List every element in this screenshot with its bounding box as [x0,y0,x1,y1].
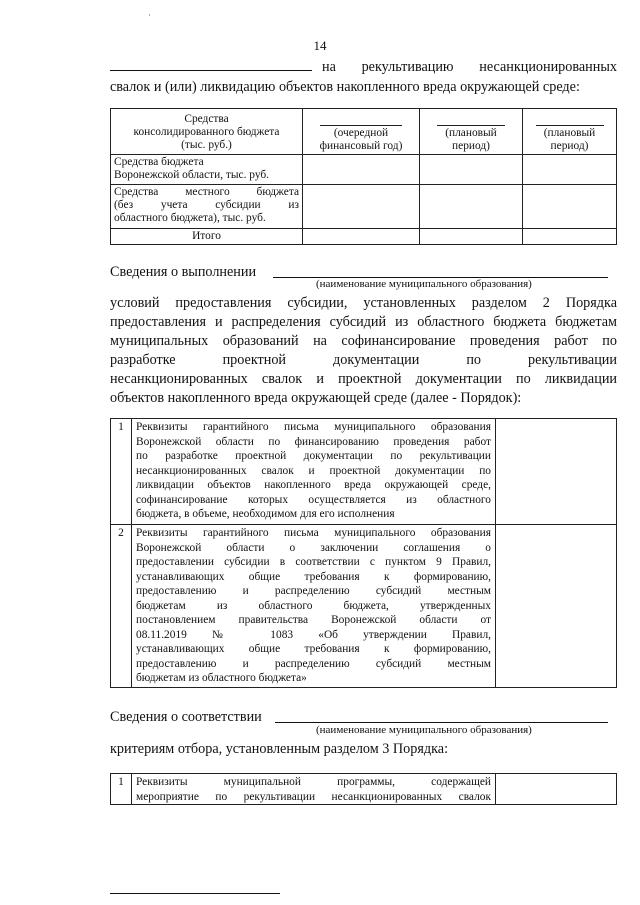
criteria-row-text: Реквизиты муниципальной программы, содержащей мероприятие по рекультивации несанкционированных свалок [132,774,496,805]
page-number: 14 [313,38,327,53]
budget-table-head-current-year: (очередной финансовый год) [303,109,420,155]
scan-mark: · [148,10,151,20]
budget-table-head-plan-1: (плановый период) [420,109,523,155]
budget-cell [303,185,420,229]
intro-line-2: свалок и (или) ликвидацию объектов накопленного вреда окружающей среде: [110,79,580,95]
budget-table-head-sources: Средства консолидированного бюджета (тыс. руб.) [111,109,303,155]
section1-line: разработке проектной документации по рекультивации [110,352,617,368]
requirements-table [110,418,617,688]
budget-table-head-plan-2: (плановый период) [523,109,617,155]
budget-row-local: Средства местного бюджета (без учета субсидии из областного бюджета), тыс. руб. [111,185,303,229]
fill-in-line [275,722,608,723]
req-row-number: 2 [111,525,132,688]
criteria-row-value [496,774,617,805]
budget-cell [420,155,523,185]
budget-cell [420,185,523,229]
section1-line: несанкционированных свалок и проектной документации по ликвидации [110,371,617,387]
req-row-value [496,525,617,688]
section1-caption: (наименование муниципального образования) [316,278,532,290]
section1-line: объектов накопленного вреда окружающей среде (далее - Порядок): [110,390,522,406]
fill-in-line [110,70,312,71]
budget-cell [303,229,420,245]
req-row-value [496,419,617,525]
section1-line: условий предоставления субсидии, установленных разделом 2 Порядка [110,295,617,311]
section1-line: предоставления и распределения субсидий из областного бюджета бюджетам [110,314,617,330]
section2-line: критериям отбора, установленным разделом 3 Порядка: [110,741,449,757]
footnote-separator [110,893,280,894]
budget-cell [523,155,617,185]
budget-row-regional: Средства бюджета Воронежской области, тыс. руб. [111,155,303,185]
budget-row-total: Итого [111,229,303,245]
budget-table [110,108,617,245]
req-row-number: 1 [111,419,132,525]
budget-cell [303,155,420,185]
criteria-row-number: 1 [111,774,132,805]
intro-line-1: на рекультивацию несанкционированных [322,59,617,75]
budget-cell [523,229,617,245]
budget-cell [420,229,523,245]
section1-line: муниципальных образований на софинансирование проведения работ по [110,333,617,349]
req-row-text: Реквизиты гарантийного письма муниципального образования Воронежской области о заключении соглашения о предоставлении субсидии в соответствии с пунктом 9 Правил, устанавливающих общие требования к формированию, предоставлению и распределению субсидий местным бюджетам из областного бюджета, утвержденных постановлением правительства Воронежской области от 08.11.2019 № 1083 «Об утверждении Правил, устанавливающих общие требования к формированию, предоставлению и распределению субсидий местным бюджетам из областного бюджета» [132,525,496,688]
req-row-text: Реквизиты гарантийного письма муниципального образования Воронежской области по финансированию проведения работ по разработке проектной документации по рекультивации несанкционированных свалок и проектной документации по ликвидации объектов накопленного вреда окружающей среде, софинансирование которых осуществляется из областного бюджета, в объеме, необходимом для его исполнения [132,419,496,525]
criteria-table [110,773,617,805]
budget-cell [523,185,617,229]
section2-heading: Сведения о соответствии [110,709,262,725]
section1-heading: Сведения о выполнении [110,264,257,280]
section2-caption: (наименование муниципального образования) [316,724,532,736]
